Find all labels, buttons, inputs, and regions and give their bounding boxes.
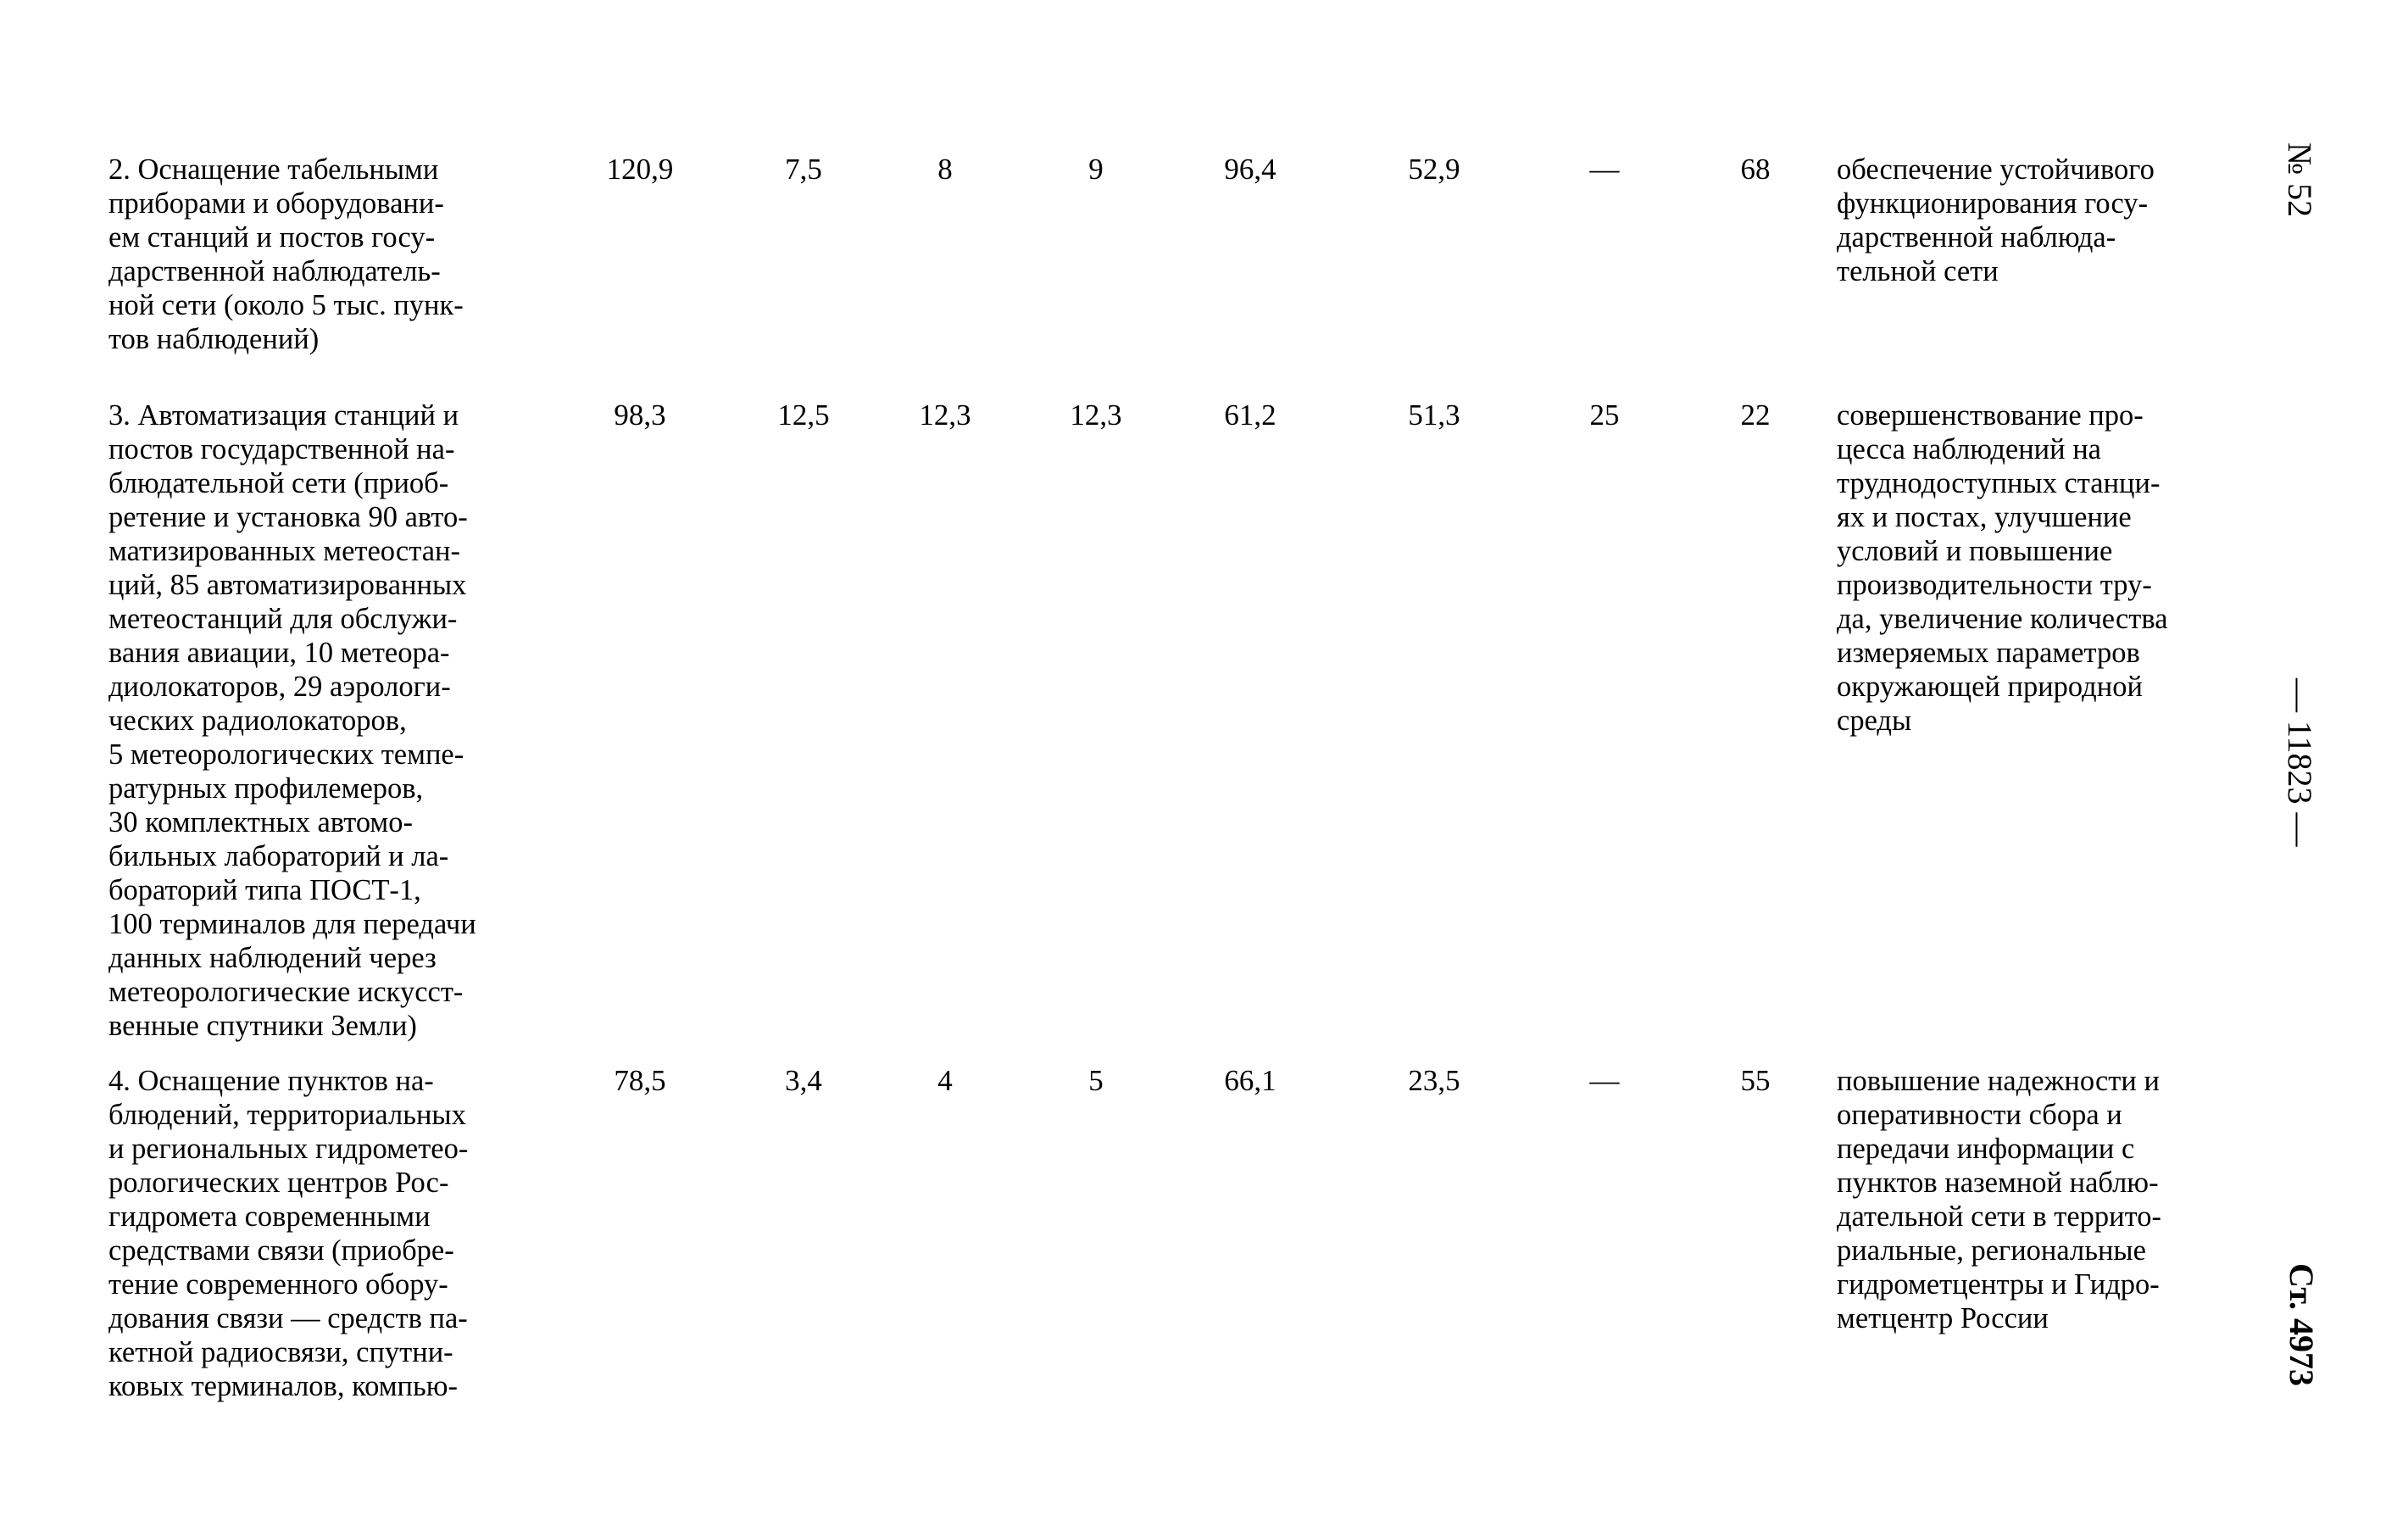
value-col-2: 7,5: [785, 153, 822, 186]
page-number: — 11823 —: [2281, 678, 2319, 847]
value-col-3: 8: [937, 153, 953, 186]
value-col-5: 96,4: [1224, 153, 1276, 186]
value-col-3: 12,3: [919, 398, 971, 432]
value-col-5: 66,1: [1224, 1064, 1276, 1097]
value-col-6: 52,9: [1408, 153, 1460, 186]
value-col-6: 23,5: [1408, 1064, 1460, 1097]
value-total: 98,3: [614, 398, 666, 432]
value-col-4: 12,3: [1070, 398, 1122, 432]
value-col-3: 4: [937, 1064, 953, 1097]
row-description: 3. Автоматизация станций и постов государственной на- блюдательной сети (приоб- ретение и установка 90 авто- матизированных метеостан- ций, 85 автоматизированных метеостанций для обслужи- вания авиации, 10 метеора- диолокаторов, 29 аэрологи- ческих радиолокаторов, 5 метеорологических темпе- ратурных профилемеров, 30 комплектных автомо- бильных лабораторий и ла- бораторий типа ПОСТ-1, 100 терминалов для передачи данных наблюдений через метеорологические искусст- венные спутники Земли): [108, 399, 476, 1042]
value-col-4: 5: [1088, 1064, 1104, 1097]
value-col-7: —: [1589, 153, 1620, 186]
value-total: 120,9: [606, 153, 674, 186]
row-result: совершенствование про- цесса наблюдений на труднодоступных станци- ях и постах, улучшение условий и повышение производительности тру- да, увеличение количества измеряемых параметров окружающей природной среды: [1837, 399, 2168, 737]
value-col-2: 12,5: [777, 398, 830, 432]
row-result: обеспечение устойчивого функционирования госу- дарственной наблюда- тельной сети: [1837, 153, 2155, 287]
value-col-4: 9: [1088, 153, 1104, 186]
value-col-6: 51,3: [1408, 398, 1460, 432]
row-description: 4. Оснащение пунктов на- блюдений, территориальных и региональных гидрометео- рологических центров Рос- гидромета современными средствами связи (приобре- тение современного обору- дования связи — средств па- кетной радиосвязи, спутни- ковых терминалов, компью-: [108, 1065, 469, 1402]
issue-number: № 52: [2281, 142, 2319, 218]
row-description: 2. Оснащение табельными приборами и оборудовани- ем станций и постов госу- дарственной наблюдатель- ной сети (около 5 тыс. пунк- тов наблюдений): [108, 153, 464, 355]
value-col-7: 25: [1589, 398, 1620, 432]
value-col-8: 55: [1740, 1064, 1771, 1097]
row-result: повышение надежности и оперативности сбора и передачи информации с пунктов наземной наблю- дательной сети в террито- риальные, региональные гидрометцентры и Гидро- метцентр России: [1837, 1065, 2161, 1334]
value-col-5: 61,2: [1224, 398, 1276, 432]
value-col-7: —: [1589, 1064, 1620, 1097]
value-col-2: 3,4: [785, 1064, 822, 1097]
value-total: 78,5: [614, 1064, 666, 1097]
value-col-8: 22: [1740, 398, 1771, 432]
value-col-8: 68: [1740, 153, 1771, 186]
article-number: Ст. 4973: [2283, 1263, 2321, 1386]
